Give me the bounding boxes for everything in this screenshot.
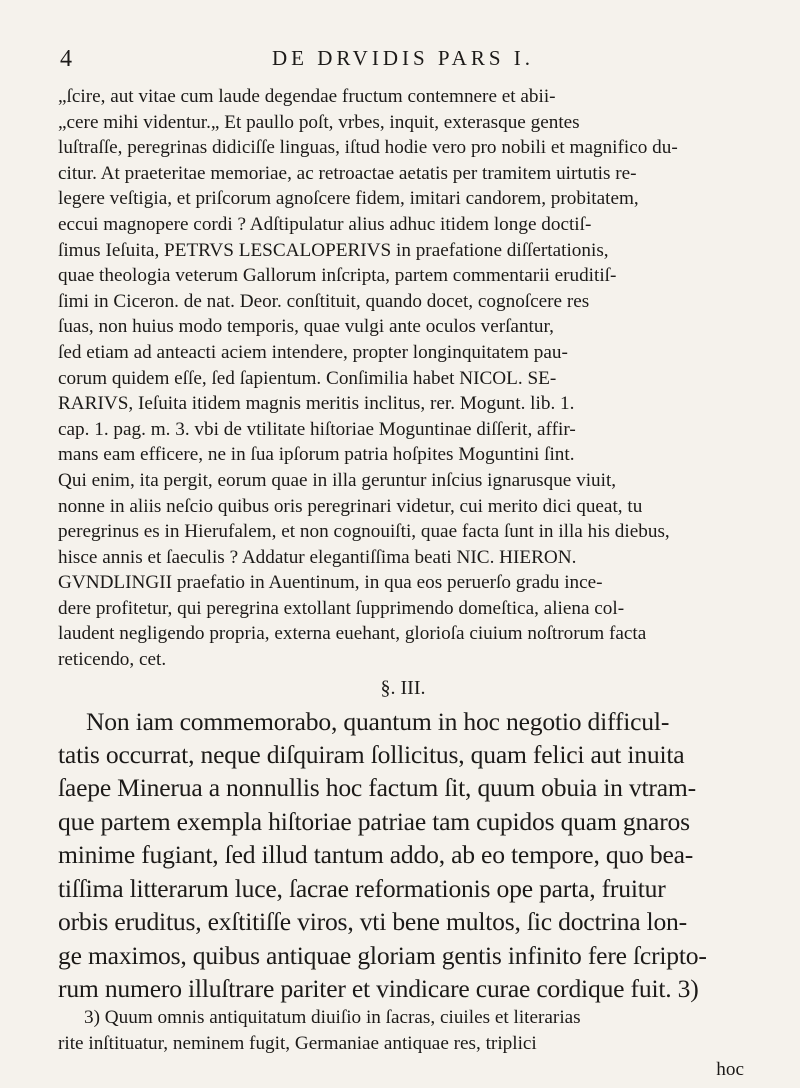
text-line: Qui enim, ita pergit, eorum quae in illa geruntur inſcius ignarusque viuit, bbox=[58, 469, 617, 491]
text-line: orbis eruditus, exſtitiſſe viros, vti bene multos, ſic doctrina lon- bbox=[58, 907, 687, 937]
catchword: hoc bbox=[716, 1059, 744, 1081]
text-line: corum quidem eſſe, ſed ſapientum. Conſimilia habet NICOL. SE- bbox=[58, 367, 557, 389]
footnote-line: 3) Quum omnis antiquitatum diuiſio in ſacras, ciuiles et literarias bbox=[84, 1007, 581, 1029]
text-line: tiſſima litterarum luce, ſacrae reformationis ope parta, fruitur bbox=[58, 873, 666, 903]
text-line: hisce annis et ſaeculis ? Addatur elegantiſſima beati NIC. HIERON. bbox=[58, 546, 577, 568]
text-line: tatis occurrat, neque diſquiram ſollicitus, quam felici aut inuita bbox=[58, 740, 685, 770]
text-line: rum numero illuſtrare pariter et vindicare curae cordique fuit. 3) bbox=[58, 973, 699, 1003]
running-title: DE DRVIDIS PARS I. bbox=[271, 46, 535, 70]
text-line: reticendo, cet. bbox=[58, 649, 167, 671]
text-line: nonne in aliis neſcio quibus oris peregrinari videtur, cui merito dici queat, tu bbox=[58, 495, 643, 517]
text-line: Non iam commemorabo, quantum in hoc negotio difficul- bbox=[86, 706, 670, 736]
page-number: 4 bbox=[60, 46, 72, 72]
section-heading: §. III. bbox=[380, 676, 426, 699]
running-head bbox=[58, 42, 748, 78]
quoted-passage bbox=[58, 84, 748, 673]
text-line: RARIVS, Ieſuita itidem magnis meritis inclitus, rer. Mogunt. lib. 1. bbox=[58, 393, 575, 415]
text-line: minime fugiant, ſed illud tantum addo, ab eo tempore, quo bea- bbox=[58, 840, 694, 870]
main-paragraph bbox=[58, 705, 748, 1006]
footnote bbox=[58, 1005, 748, 1083]
text-line: „cere mihi videntur.„ Et paullo poſt, vrbes, inquit, exterasque gentes bbox=[58, 111, 580, 133]
text-line: ſimus Ieſuita, PETRVS LESCALOPERIVS in praefatione diſſertationis, bbox=[58, 239, 609, 261]
text-line: ſimi in Ciceron. de nat. Deor. conſtituit, quando docet, cognoſcere res bbox=[58, 290, 590, 312]
text-line: que partem exempla hiſtoriae patriae tam cupidos quam gnaros bbox=[58, 806, 690, 836]
text-line: ſuas, non huius modo temporis, quae vulgi ante oculos verſantur, bbox=[58, 316, 554, 338]
text-line: mans eam efficere, ne in ſua ipſorum patria hoſpites Moguntini ſint. bbox=[58, 444, 575, 466]
text-line: quae theologia veterum Gallorum inſcripta, partem commentarii eruditiſ- bbox=[58, 265, 617, 287]
text-line: luſtraſſe, peregrinas didiciſſe linguas, iſtud hodie vero pro nobili et magnifico du- bbox=[58, 137, 678, 159]
footnote-line: rite inſtituatur, neminem fugit, Germaniae antiquae res, triplici bbox=[58, 1033, 537, 1055]
text-line: peregrinus es in Hierufalem, et non cognouiſti, quae facta ſunt in illa his diebus, bbox=[58, 521, 670, 543]
text-line: ſaepe Minerua a nonnullis hoc factum ſit, quum obuia in vtram- bbox=[58, 773, 696, 803]
text-line: legere veſtigia, et priſcorum agnoſcere fidem, imitari candorem, probitatem, bbox=[58, 188, 639, 210]
text-line: GVNDLINGII praefatio in Auentinum, in qua eos peruerſo gradu ince- bbox=[58, 572, 603, 594]
text-line: ſed etiam ad anteacti aciem intendere, propter longinquitatem pau- bbox=[58, 341, 568, 363]
text-line: eccui magnopere cordi ? Adſtipulatur alius adhuc itidem longe doctiſ- bbox=[58, 213, 592, 235]
text-line: dere profitetur, qui peregrina extollant ſupprimendo domeſtica, aliena col- bbox=[58, 597, 625, 619]
text-line: laudent negligendo propria, externa euehant, glorioſa ciuium noſtrorum facta bbox=[58, 623, 647, 645]
text-line: cap. 1. pag. m. 3. vbi de vtilitate hiſtoriae Moguntinae diſſerit, affir- bbox=[58, 418, 576, 440]
text-line: „ſcire, aut vitae cum laude degendae fructum contemnere et abii- bbox=[58, 86, 556, 107]
text-line: citur. At praeteritae memoriae, ac retroactae aetatis per tramitem uirtutis re- bbox=[58, 162, 637, 184]
text-line: ge maximos, quibus antiquae gloriam gentis infinito fere ſcripto- bbox=[58, 940, 707, 970]
